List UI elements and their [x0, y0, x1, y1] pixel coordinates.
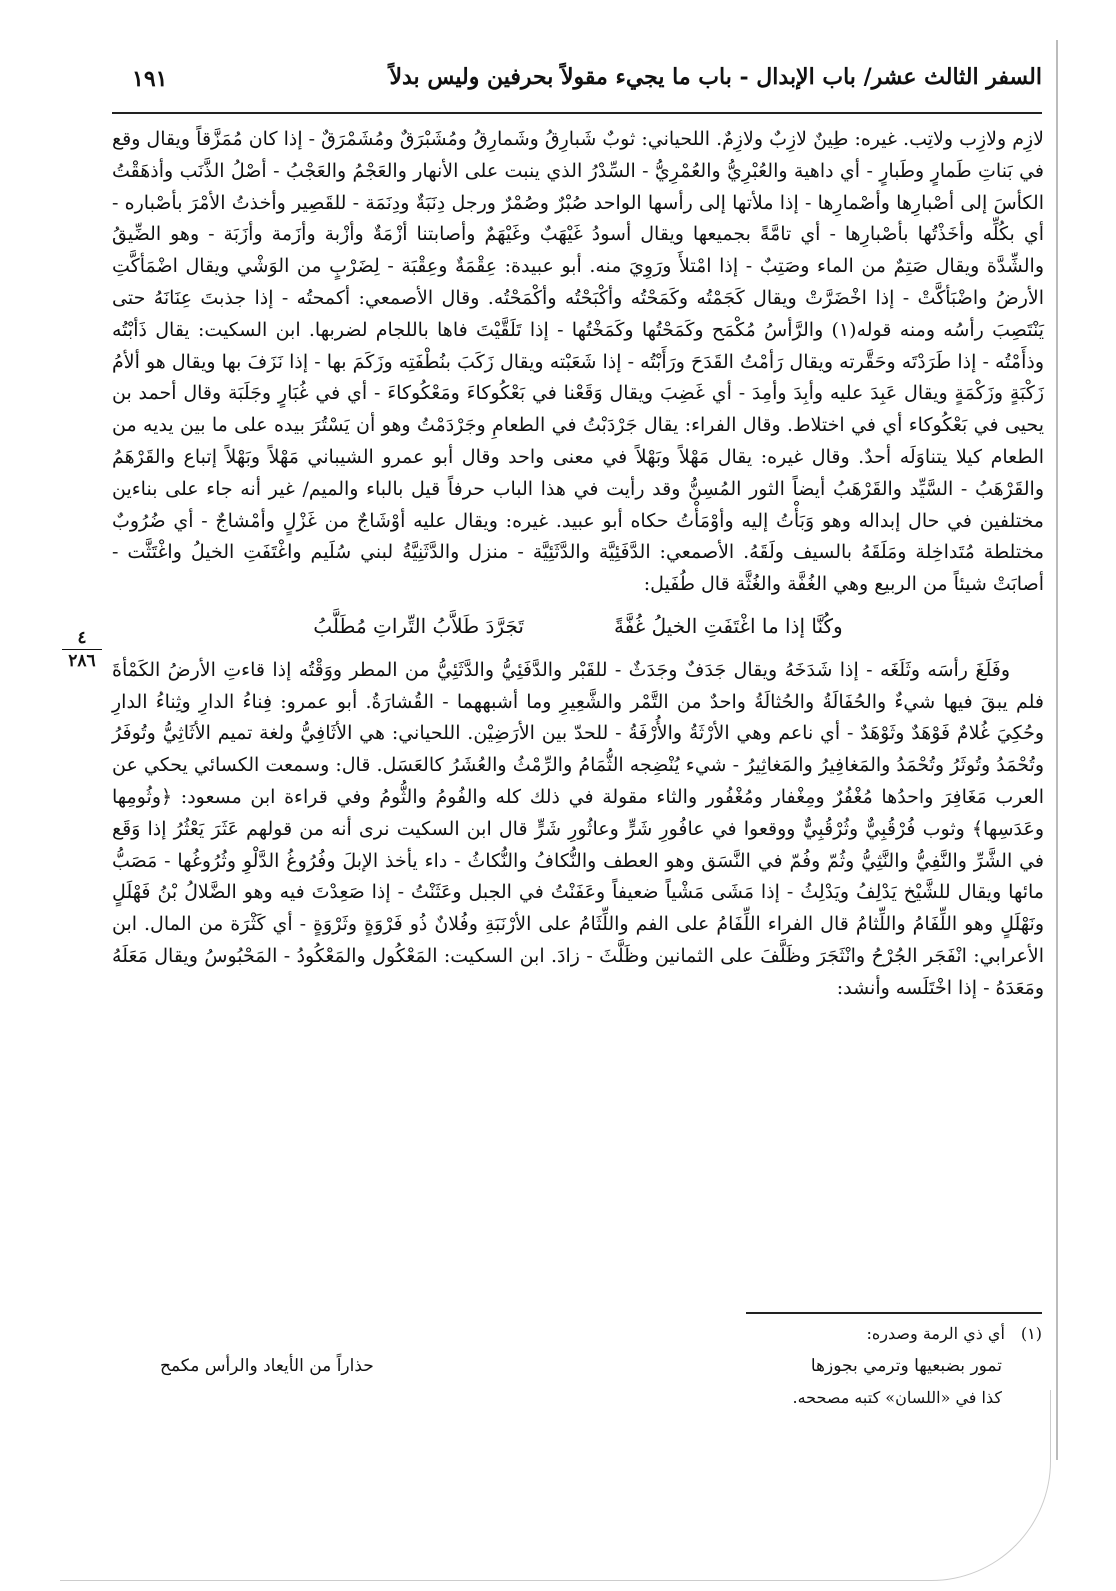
- footnote: [140, 1320, 1042, 1412]
- footnote-verse: [140, 1348, 1042, 1384]
- footnote-line: [140, 1320, 1042, 1348]
- margin-reference: [62, 628, 102, 671]
- paragraph-1: لازِم ولازِب ولاتِب. غيره: طِينٌ لازِبٌ ولازِمٌ. اللحياني: ثوبٌ شَبارِقُ وشَمارِقُ ومُشَبْرَقٌ ومُشَمْرَقٌ - إذا كان مُمَزَّقاً ويقال وقع في بَناتِ طَمارٍ وطَبارٍ - أي داهية والعُبْرِيُّ والعُمْرِيُّ - السِّدْرُ الذي ينبت على الأنهار والعَجْمُ والعَجْبُ - أصْلُ الذَّنَب وأذهَقْتُ الكأسَ إلى أصْبارِها وأصْمارِها - إذا ملأتها إلى رأسها الواحد صُبْرٌ وصُمْرٌ ورجل دِنَبَةٌ ودِنَمَة - للقَصِير وأخذتُ الأمْرَ بأصْباره - أي بكُلِّه وأخَذْتُها بأصْبارِها - أي تامَّةً بجميعها ويقال أسودُ غَيْهَبٌ وغَيْهَمٌ وأصابتنا أزْمَةٌ وأزْبة وأزَمة وأزَبَة - وهو الضِّيقُ والشِّدَّة ويقال صَتِمٌ من الماء وصَتِبٌ - إذا امْتلأَ ورَوِيَ منه. أبو عبيدة: عِقْمَةٌ وعِقْبَة - لِضَرْبٍ من الوَشْي ويقال اضْمَأكَّتِ الأرضُ واضْبَأكَّتْ - إذا اخْضَرَّتْ ويقال كَجَمْتُه وكَمَحْتُه وأكْبَحْتُه وأكْمَحْتُه. وقال الأصمعي: أكمحتُه - إذا جذبتَ عِنَانَهُ حتى يَنْتَصِبَ رأسُه ومنه قوله(١) والرَّأسُ مُكْمَح وكَمَحْتُها وكَمَخْتُها - إذا تَلَقَّيْتَ فاها باللجام لضربها. ابن السكيت: يقال ذَأبْتُه وذأَمْتُه - إذا طَرَدْتَه وحَقَّرته ويقال رَأمْتُ القَدَحَ ورَأَبْتُه - إذا شَعَبْته ويقال زَكَبَ بنُطْفَتِه وزَكَمَ بها - إذا نَزَفَ بها ويقال هو ألأمُ زَكْبَةٍ وزَكْمَةٍ ويقال عَبِدَ عليه وأبِدَ وأمِدَ - أي غَضِبَ ويقال وَقَعْنا في بَعْكُوكاءَ ومَعْكُوكاءَ - أي في غُبَارٍ وجَلَبَة وقال أحمد بن يحيى في بَعْكُوكاء أي في اختلاط. وقال الفراء: يقال جَرْدَبْتُ في الطعامِ وجَرْدَمْتُ وهو أن يَسْتُرَ بيده على ما بين يديه من الطعام كيلا يتناوَلَه أحدٌ. وقال غيره: يقال مَهْلاً وبَهْلاً في معنى واحد وقال أبو عمرو الشيباني مَهْلاً وبَهْلاً إتباع والقَرْهَمُ والقَرْهَبُ - السَّيِّد والقَرْهَبُ أيضاً الثور المُسِنُّ وقد رأيت في هذا الباب حرفاً قيل بالباء والميم/ غير أنه جاء على بناءين مختلفين في حال إبداله وهو وَبَأْتُ إليه وأوْمَأْتُ حكاه أبو عبيد. غيره: ويقال عليه أوْشَاجٌ من غَزْلٍ وأمْشاجٌ - أي ضُرُوبٌ مختلطة مُتَداخِلة ومَلَقَهُ بالسيف ولَقَهُ. الأصمعي: الدَّفَئِيَّة والدَّثَئِيَّة - منزل والدَّثَنِيَّةُ لبني سُلَيم واغْتَفَتِ الخيلُ واغْتَثَّت - أصابَتْ شيئاً من الربيع وهي الغُفَّة والغُثَّة قال طُفَيل:: [112, 128, 1044, 596]
- footnote-rule: [746, 1312, 1042, 1314]
- footnote-marker: (١): [1020, 1324, 1042, 1343]
- header-rule: [112, 112, 1042, 114]
- footnote-intro: أي ذي الرمة وصدره:: [866, 1324, 1005, 1343]
- footnote-verse-second: حذاراً من الأيعاد والرأس مكمح: [160, 1356, 374, 1376]
- verse-second-hemistich: تَجَرَّدَ طَلاَّبُ التِّراتِ مُطَلَّبُ: [313, 613, 524, 638]
- margin-ref-volume: ٤: [62, 628, 102, 650]
- verse-quote: [112, 611, 1044, 643]
- verse-first-hemistich: وكُنَّا إذا ما اغْتَفَتِ الخيلُ غُفَّةً: [613, 613, 843, 638]
- page-edge-curve: [60, 1390, 1051, 1581]
- paragraph-2: وفَلَغَ رأسَه وثَلَغَه - إذا شَدَخَهُ ويقال جَدَفٌ وجَدَثٌ - للقَبْر والدَّفَئِيُّ والدَّثَئِيُّ من المطر ووَقْتُه إذا قاءتِ الأرضُ الكَمْأةَ فلم يبقَ فيها شيءٌ والحُفَالَةُ والحُثالَةُ واحدٌ من التَّمْر والشَّعِيرِ وما أشبههما - القُشارَةُ. أبو عمرو: فِناءُ الدارِ وثِناءُ الدارِ وحُكِيَ غُلامٌ فَوْهَدٌ وثَوْهَدٌ - أي ناعم وهي الأرْثَةُ والأُرْفَةُ - للحدّ بين الأرَضِيْن. اللحياني: هي الأثَافِيُّ ولغة تميم الأثَاثِيُّ وتُوفَرُ وتُحْمَدُ وتُوثَرُ وتُحْمَدُ والمَغافِيرُ والمَغاثِيرُ - شيء يُنْضِجه الثُّمَامُ والرِّمْثُ والعُشَرُ كالعَسَل. قال: وسمعت الكسائي يحكي عن العرب مَغَافِرَ واحدُها مُغْفُرٌ ومِغْفار ومُغْفُور والثاء مقولة في ذلك كله والفُومُ والثُّومُ وفي قراءة ابن مسعود: ﴿وثُومِها وعَدَسِها﴾ وثوب فُرْقُبِيٌّ وثُرْقُبِيٌّ ووقعوا في عافُورِ شَرٍّ وعاثُورِ شَرٍّ قال ابن السكيت نرى أنه من قولهم عَثَرَ يَعْثُرُ إذا وَقَع في الشَّرِّ والنَّفِيُّ والنَّثِيُّ وثُمّ وفُمّ في النَّسَق وهو العطف والنُّكافُ والنُّكاثُ - داء يأخذ الإبلَ وفُرُوغُ الدَّلْوِ وثُرُوغُها - مَصَبُّ مائها ويقال للشَّيْخ يَدْلِفُ ويَدْلِثُ - إذا مَشَى مَشْياً ضعيفاً وعَفَنْتُ في الجبل وعَثَنْتُ - إذا صَعِدْتَ فيه وهو الضَّلالُ بْنُ فَهْلَلٍ ونَهْلَلٍ وهو اللِّفَامُ واللِّثامُ قال الفراء اللِّفَامُ على الفم واللِّثَامُ على الأرْنَبَةِ وفُلانٌ ذُو فَرْوَةٍ وثَرْوَةٍ - أي كَثْرَة من المال. ابن الأعرابي: انْفَجَر الجُرْحُ وانْثَجَرَ وظَلَّفَ على الثمانين وظَلَّثَ - زادَ. ابن السكيت: المَعْكُول والمَعْكُودُ - المَحْبُوسُ ويقال مَعَلَهُ ومَعَدَهُ - إذا اخْتَلَسه وأنشد:: [112, 658, 1045, 999]
- page-edge: [1056, 40, 1058, 1460]
- footnote-verse-first: تمور بضبعيها وترمي بجوزها: [810, 1356, 1002, 1376]
- footnote-note: كذا في «اللسان» كتبه مصححه.: [792, 1388, 1002, 1407]
- page-header: [112, 56, 1042, 106]
- page-number: ١٩١: [132, 66, 168, 92]
- margin-ref-page: ٢٨٦: [68, 651, 96, 671]
- running-title: السفر الثالث عشر/ باب الإبدال - باب ما يجيء مقولاً بحرفين وليس بدلاً: [389, 64, 1042, 90]
- main-text: [112, 124, 1044, 1005]
